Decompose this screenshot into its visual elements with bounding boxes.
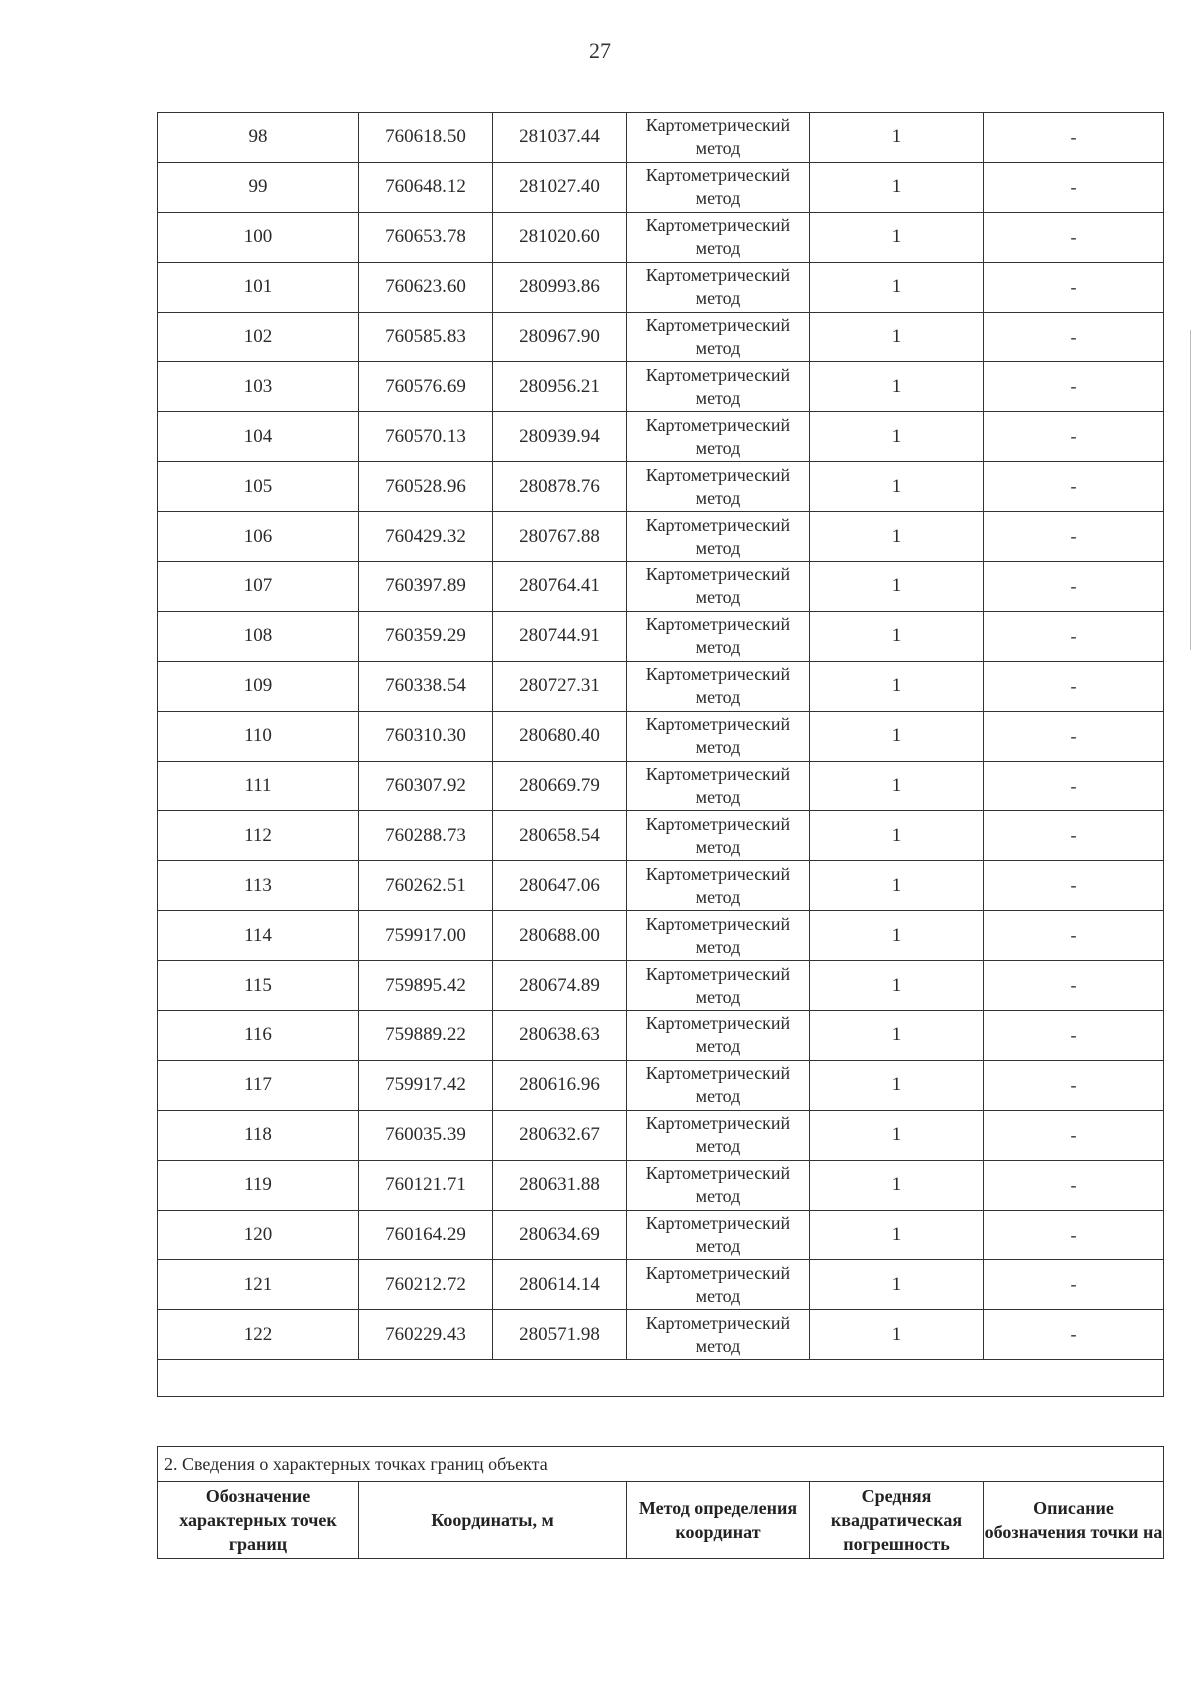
y-coordinate-cell: 280764.41 (493, 562, 627, 612)
error-cell: 1 (810, 312, 984, 362)
y-coordinate-cell: 280638.63 (493, 1011, 627, 1061)
y-coordinate-cell: 280767.88 (493, 512, 627, 562)
point-number-cell: 100 (158, 212, 359, 262)
point-number-cell: 107 (158, 562, 359, 612)
method-cell: Картометрический метод (627, 861, 810, 911)
x-coordinate-cell: 760262.51 (359, 861, 493, 911)
x-coordinate-cell: 760212.72 (359, 1260, 493, 1310)
method-cell: Картометрический метод (627, 1210, 810, 1260)
y-coordinate-cell: 280631.88 (493, 1160, 627, 1210)
y-coordinate-cell: 280956.21 (493, 362, 627, 412)
x-coordinate-cell: 760618.50 (359, 113, 493, 163)
coordinates-table-body (158, 113, 1164, 1397)
error-cell: 1 (810, 711, 984, 761)
x-coordinate-cell: 760164.29 (359, 1210, 493, 1260)
y-coordinate-cell: 280571.98 (493, 1310, 627, 1360)
table-row (158, 1160, 1164, 1210)
table-row (158, 462, 1164, 512)
point-number-cell: 118 (158, 1110, 359, 1160)
page-number: 27 (589, 38, 611, 63)
table-row (158, 1260, 1164, 1310)
error-cell: 1 (810, 661, 984, 711)
description-cell: - (984, 861, 1164, 911)
error-cell: 1 (810, 611, 984, 661)
description-cell: - (984, 1160, 1164, 1210)
table-row (158, 1110, 1164, 1160)
y-coordinate-cell: 281037.44 (493, 113, 627, 163)
scan-edge-mark (1190, 330, 1191, 650)
table-row (158, 512, 1164, 562)
y-coordinate-cell: 280614.14 (493, 1260, 627, 1310)
error-cell: 1 (810, 262, 984, 312)
table-row (158, 661, 1164, 711)
error-cell: 1 (810, 1060, 984, 1110)
description-cell: - (984, 312, 1164, 362)
description-cell: - (984, 1060, 1164, 1110)
x-coordinate-cell: 759917.00 (359, 911, 493, 961)
description-cell: - (984, 811, 1164, 861)
point-number-cell: 114 (158, 911, 359, 961)
method-cell: Картометрический метод (627, 262, 810, 312)
error-cell: 1 (810, 761, 984, 811)
description-cell: - (984, 1210, 1164, 1260)
description-cell: - (984, 113, 1164, 163)
x-coordinate-cell: 760121.71 (359, 1160, 493, 1210)
point-number-cell: 108 (158, 611, 359, 661)
y-coordinate-cell: 281027.40 (493, 162, 627, 212)
table-row (158, 1310, 1164, 1360)
error-cell: 1 (810, 212, 984, 262)
point-number-cell: 102 (158, 312, 359, 362)
error-cell: 1 (810, 362, 984, 412)
point-number-cell: 112 (158, 811, 359, 861)
y-coordinate-cell: 280674.89 (493, 961, 627, 1011)
description-cell: - (984, 162, 1164, 212)
point-number-cell: 115 (158, 961, 359, 1011)
x-coordinate-cell: 760648.12 (359, 162, 493, 212)
x-coordinate-cell: 759895.42 (359, 961, 493, 1011)
table-row (158, 611, 1164, 661)
description-cell: - (984, 1260, 1164, 1310)
error-cell: 1 (810, 911, 984, 961)
description-cell: - (984, 262, 1164, 312)
x-coordinate-cell: 760653.78 (359, 212, 493, 262)
table-row (158, 911, 1164, 961)
point-number-cell: 121 (158, 1260, 359, 1310)
method-cell: Картометрический метод (627, 1060, 810, 1110)
method-cell: Картометрический метод (627, 312, 810, 362)
x-coordinate-cell: 760310.30 (359, 711, 493, 761)
description-cell: - (984, 412, 1164, 462)
header-coordinates: Координаты, м (359, 1482, 627, 1559)
y-coordinate-cell: 280727.31 (493, 661, 627, 711)
section-title: 2. Сведения о характерных точках границ объекта (158, 1447, 1164, 1482)
table-row (158, 861, 1164, 911)
error-cell: 1 (810, 1260, 984, 1310)
x-coordinate-cell: 760528.96 (359, 462, 493, 512)
point-number-cell: 110 (158, 711, 359, 761)
point-number-cell: 104 (158, 412, 359, 462)
method-cell: Картометрический метод (627, 1260, 810, 1310)
error-cell: 1 (810, 1110, 984, 1160)
point-number-cell: 98 (158, 113, 359, 163)
y-coordinate-cell: 280634.69 (493, 1210, 627, 1260)
point-number-cell: 109 (158, 661, 359, 711)
table-row (158, 961, 1164, 1011)
description-cell: - (984, 462, 1164, 512)
y-coordinate-cell: 280658.54 (493, 811, 627, 861)
method-cell: Картометрический метод (627, 1110, 810, 1160)
table-row (158, 1060, 1164, 1110)
description-cell: - (984, 911, 1164, 961)
table-row (158, 811, 1164, 861)
x-coordinate-cell: 760359.29 (359, 611, 493, 661)
header-point-designation: Обозначение характерных точек границ (158, 1482, 359, 1559)
y-coordinate-cell: 280632.67 (493, 1110, 627, 1160)
y-coordinate-cell: 280744.91 (493, 611, 627, 661)
table-row (158, 262, 1164, 312)
description-cell: - (984, 761, 1164, 811)
error-cell: 1 (810, 113, 984, 163)
y-coordinate-cell: 280669.79 (493, 761, 627, 811)
section-title-row (158, 1447, 1164, 1482)
y-coordinate-cell: 280993.86 (493, 262, 627, 312)
point-number-cell: 111 (158, 761, 359, 811)
point-number-cell: 119 (158, 1160, 359, 1210)
point-number-cell: 116 (158, 1011, 359, 1061)
error-cell: 1 (810, 961, 984, 1011)
method-cell: Картометрический метод (627, 761, 810, 811)
empty-table-row (158, 1360, 1164, 1397)
error-cell: 1 (810, 811, 984, 861)
x-coordinate-cell: 760338.54 (359, 661, 493, 711)
x-coordinate-cell: 760307.92 (359, 761, 493, 811)
error-cell: 1 (810, 1310, 984, 1360)
method-cell: Картометрический метод (627, 961, 810, 1011)
method-cell: Картометрический метод (627, 711, 810, 761)
header-point-description: Описание обозначения точки на (984, 1482, 1164, 1559)
column-header-row (158, 1482, 1164, 1559)
table-row (158, 761, 1164, 811)
description-cell: - (984, 661, 1164, 711)
y-coordinate-cell: 280647.06 (493, 861, 627, 911)
method-cell: Картометрический метод (627, 412, 810, 462)
error-cell: 1 (810, 512, 984, 562)
method-cell: Картометрический метод (627, 512, 810, 562)
description-cell: - (984, 1310, 1164, 1360)
method-cell: Картометрический метод (627, 162, 810, 212)
x-coordinate-cell: 760429.32 (359, 512, 493, 562)
method-cell: Картометрический метод (627, 362, 810, 412)
method-cell: Картометрический метод (627, 1310, 810, 1360)
method-cell: Картометрический метод (627, 911, 810, 961)
table-row (158, 162, 1164, 212)
error-cell: 1 (810, 412, 984, 462)
table-row (158, 562, 1164, 612)
error-cell: 1 (810, 1011, 984, 1061)
x-coordinate-cell: 760397.89 (359, 562, 493, 612)
x-coordinate-cell: 760623.60 (359, 262, 493, 312)
y-coordinate-cell: 280967.90 (493, 312, 627, 362)
description-cell: - (984, 711, 1164, 761)
table-row (158, 1011, 1164, 1061)
error-cell: 1 (810, 162, 984, 212)
section-header-table (157, 1446, 1164, 1559)
point-number-cell: 117 (158, 1060, 359, 1110)
y-coordinate-cell: 280680.40 (493, 711, 627, 761)
method-cell: Картометрический метод (627, 562, 810, 612)
point-number-cell: 106 (158, 512, 359, 562)
y-coordinate-cell: 280939.94 (493, 412, 627, 462)
header-mean-square-error: Средняя квадратическая погрешность (810, 1482, 984, 1559)
point-number-cell: 101 (158, 262, 359, 312)
point-number-cell: 122 (158, 1310, 359, 1360)
description-cell: - (984, 611, 1164, 661)
y-coordinate-cell: 281020.60 (493, 212, 627, 262)
table-row (158, 362, 1164, 412)
x-coordinate-cell: 759917.42 (359, 1060, 493, 1110)
point-number-cell: 105 (158, 462, 359, 512)
error-cell: 1 (810, 861, 984, 911)
y-coordinate-cell: 280616.96 (493, 1060, 627, 1110)
table-row (158, 312, 1164, 362)
point-number-cell: 113 (158, 861, 359, 911)
x-coordinate-cell: 760576.69 (359, 362, 493, 412)
description-cell: - (984, 212, 1164, 262)
method-cell: Картометрический метод (627, 1011, 810, 1061)
method-cell: Картометрический метод (627, 462, 810, 512)
method-cell: Картометрический метод (627, 1160, 810, 1210)
description-cell: - (984, 1011, 1164, 1061)
x-coordinate-cell: 759889.22 (359, 1011, 493, 1061)
description-cell: - (984, 562, 1164, 612)
method-cell: Картометрический метод (627, 611, 810, 661)
method-cell: Картометрический метод (627, 661, 810, 711)
table-row (158, 412, 1164, 462)
error-cell: 1 (810, 1210, 984, 1260)
table-row (158, 711, 1164, 761)
error-cell: 1 (810, 562, 984, 612)
table-row (158, 113, 1164, 163)
table-row (158, 1210, 1164, 1260)
method-cell: Картометрический метод (627, 811, 810, 861)
empty-cell (158, 1360, 1164, 1397)
description-cell: - (984, 961, 1164, 1011)
x-coordinate-cell: 760229.43 (359, 1310, 493, 1360)
method-cell: Картометрический метод (627, 212, 810, 262)
x-coordinate-cell: 760035.39 (359, 1110, 493, 1160)
error-cell: 1 (810, 1160, 984, 1210)
description-cell: - (984, 362, 1164, 412)
y-coordinate-cell: 280688.00 (493, 911, 627, 961)
table-row (158, 212, 1164, 262)
method-cell: Картометрический метод (627, 113, 810, 163)
x-coordinate-cell: 760585.83 (359, 312, 493, 362)
point-number-cell: 103 (158, 362, 359, 412)
description-cell: - (984, 1110, 1164, 1160)
header-method: Метод определения координат (627, 1482, 810, 1559)
x-coordinate-cell: 760570.13 (359, 412, 493, 462)
error-cell: 1 (810, 462, 984, 512)
point-number-cell: 120 (158, 1210, 359, 1260)
x-coordinate-cell: 760288.73 (359, 811, 493, 861)
point-number-cell: 99 (158, 162, 359, 212)
y-coordinate-cell: 280878.76 (493, 462, 627, 512)
description-cell: - (984, 512, 1164, 562)
coordinates-table (157, 112, 1164, 1397)
